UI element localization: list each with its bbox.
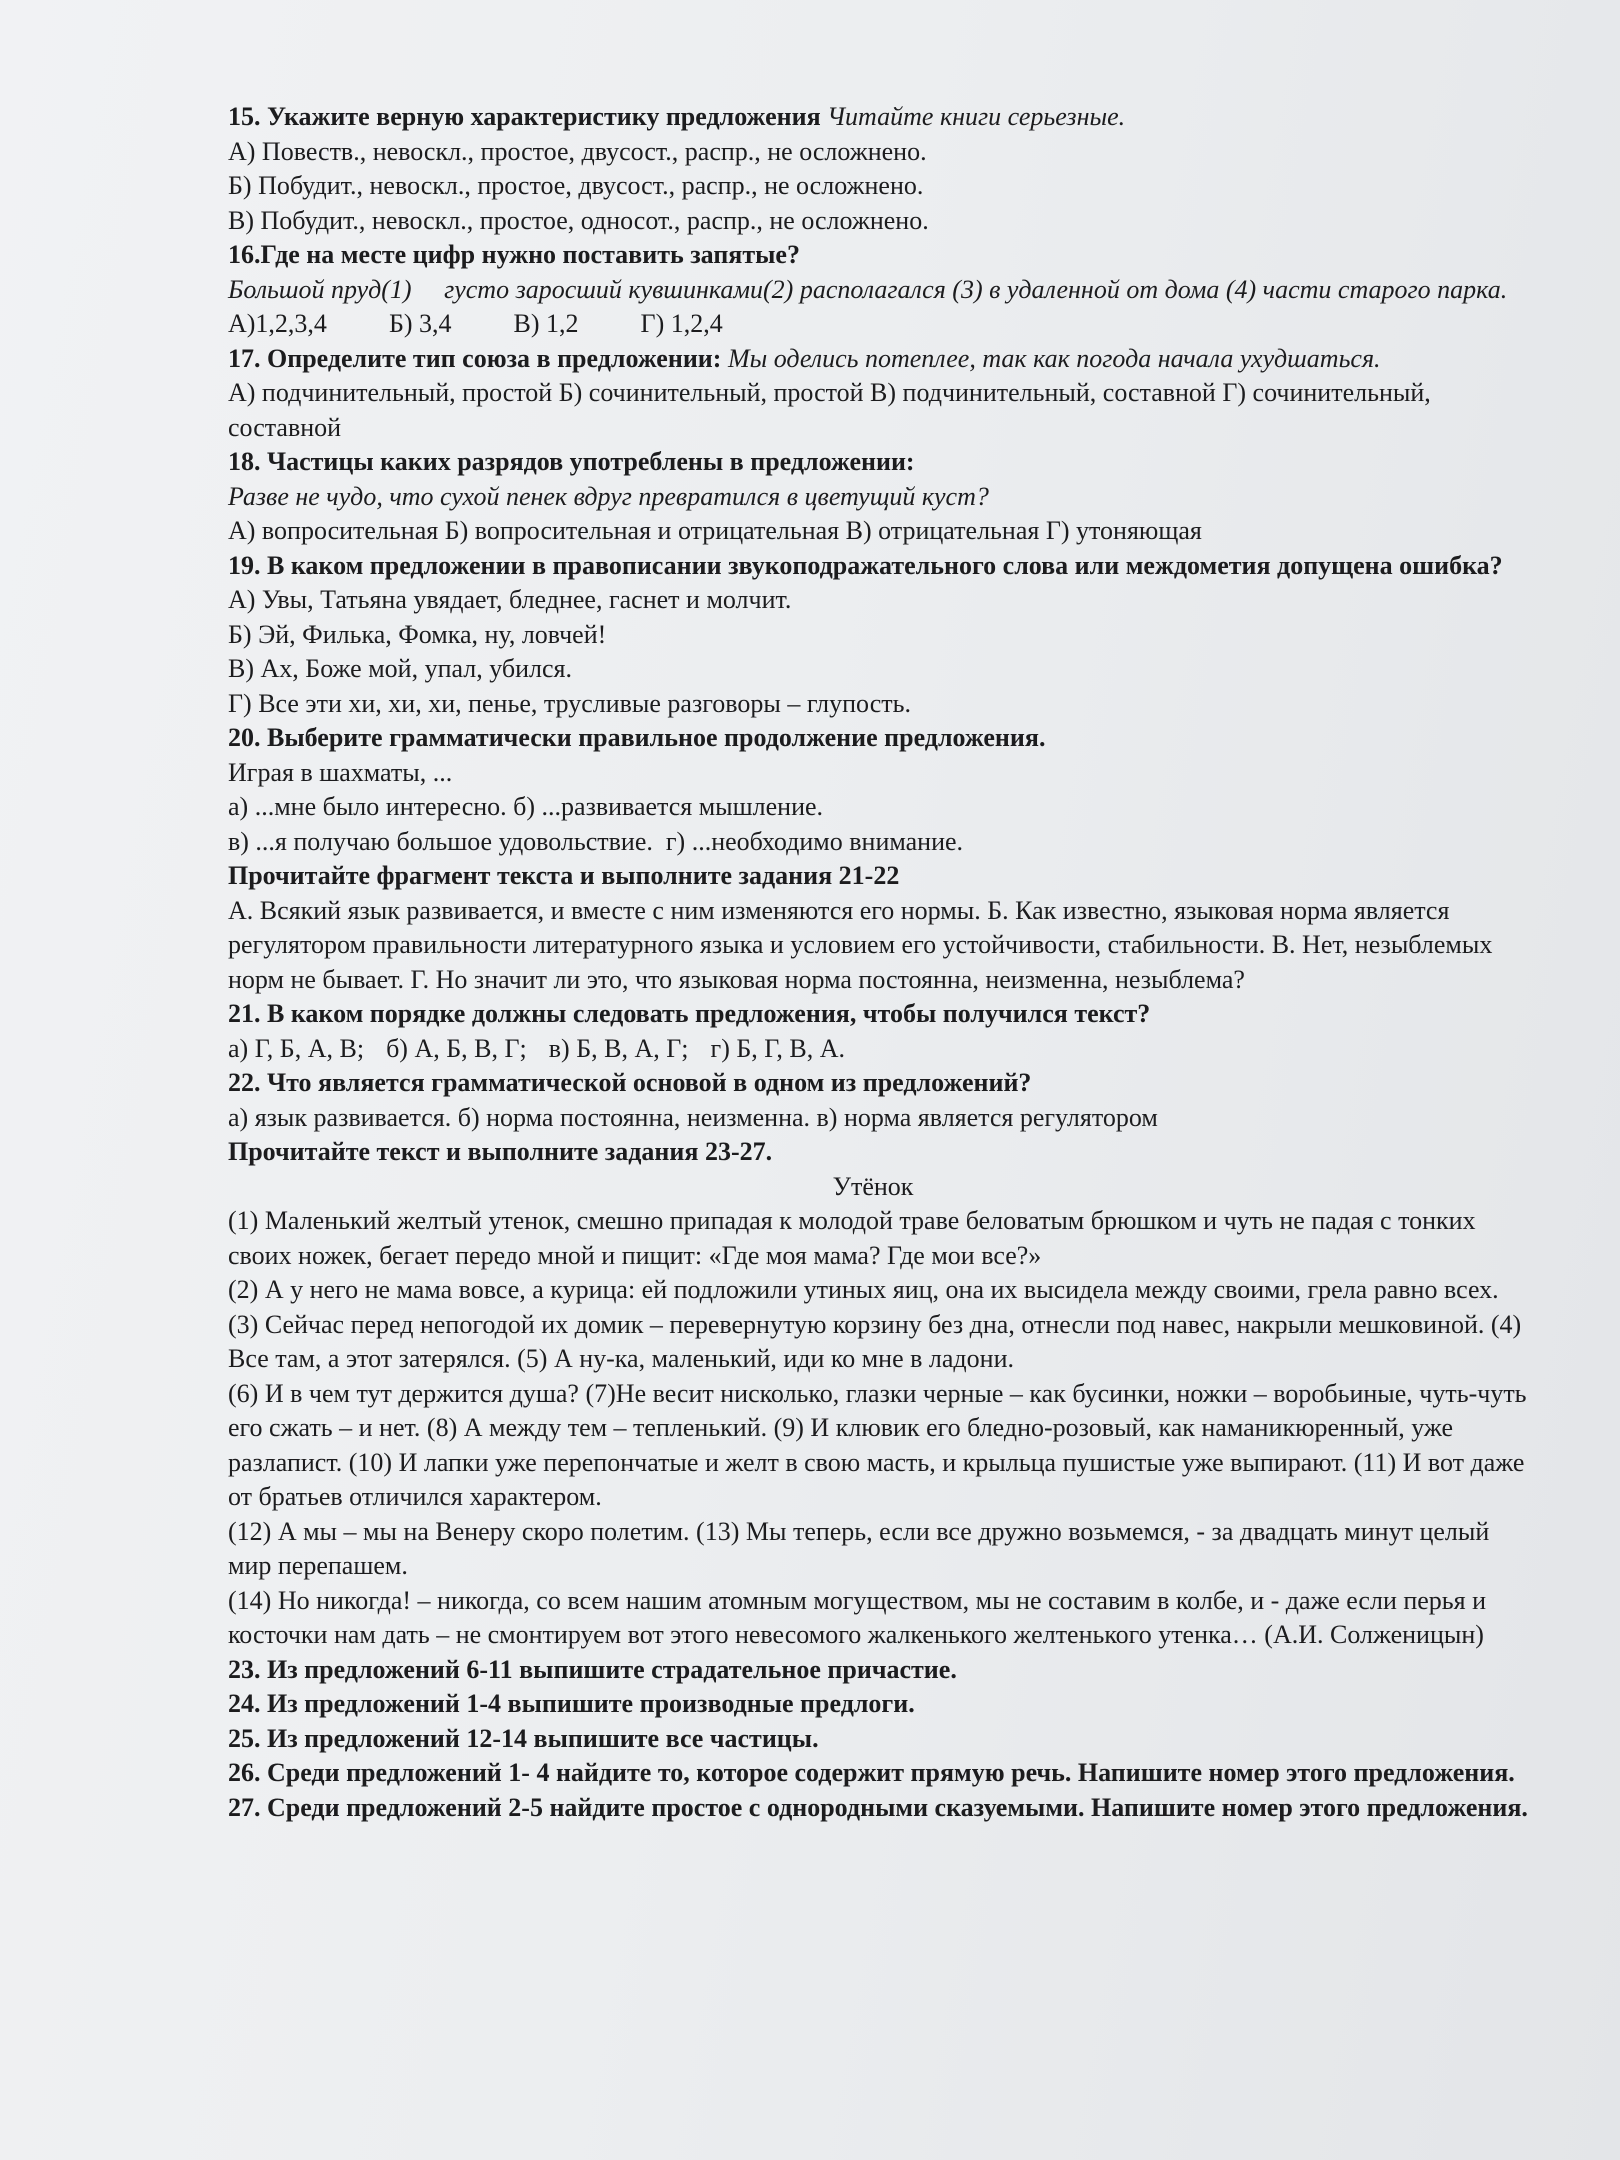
tasks-list — [228, 1653, 1528, 1826]
question-title: 21. В каком порядке должны следовать предложения, чтобы получился текст? — [228, 999, 1151, 1028]
option-a: А) Повеств., невоскл., простое, двусост., распр., не осложнено. — [228, 136, 927, 166]
question-sentence: Разве не чудо, что сухой пенек вдруг превратился в цветущий куст? — [228, 481, 989, 511]
question-22 — [228, 1066, 1528, 1135]
story-paragraph: (12) А мы – мы на Венеру скоро полетим. (13) Мы теперь, если все дружно возьмемся, - за двадцать минут целый мир перепашем. — [228, 1516, 1490, 1580]
answer-options: А) вопросительная Б) вопросительная и отрицательная В) отрицательная Г) утоняющая — [228, 516, 1202, 545]
story-title: Утёнок — [832, 1171, 914, 1201]
question-title: 22. Что является грамматической основой в одном из предложений? — [228, 1068, 1032, 1097]
option-a: А)1,2,3,4 — [228, 309, 327, 338]
text-task-title: Прочитайте текст и выполните задания 23-27. — [228, 1137, 773, 1166]
option-c: В) Ах, Боже мой, упал, убился. — [228, 654, 573, 683]
question-title: 16.Где на месте цифр нужно поставить запятые? — [228, 240, 800, 269]
option-b: Б) 3,4 — [388, 309, 452, 338]
task-26: 26. Среди предложений 1- 4 найдите то, которое содержит прямую речь. Напишите номер этого предложения. — [228, 1758, 1515, 1787]
question-title: 18. Частицы каких разрядов употреблены в предложении: — [228, 447, 915, 476]
task-27: 27. Среди предложений 2-5 найдите простое с однородными сказуемыми. Напишите номер этого предложения. — [228, 1792, 1528, 1822]
option-a: А) Увы, Татьяна увядает, бледнее, гаснет и молчит. — [228, 585, 792, 614]
story-paragraph: (2) А у него не мама вовсе, а курица: ей подложили утиных яиц, она их высидела между своими, грела равно всех. (3) Сейчас перед непогодой их домик – перевернутую корзину без дна, отнесли под навес, накрыли мешковиной. (4) Все там, а этот затерялся. (5) А ну-ка, маленький, иди ко мне в ладони. — [228, 1275, 1522, 1373]
question-16 — [228, 238, 1528, 342]
question-15 — [228, 100, 1528, 238]
option-d: г) Б, Г, В, А. — [710, 1033, 845, 1063]
question-title: 19. В каком предложении в правописании звукоподражательного слова или междометия допущена ошибка? — [228, 550, 1503, 580]
option-c: в) Б, В, А, Г; — [548, 1033, 689, 1063]
option-b: Б) Эй, Филька, Фомка, ну, ловчей! — [228, 619, 607, 649]
question-sentence: Мы оделись потеплее, так как погода начала ухудшаться. — [727, 343, 1381, 373]
question-20 — [228, 721, 1528, 859]
question-lead: Играя в шахматы, ... — [228, 757, 453, 787]
option-a: а) Г, Б, А, В; — [228, 1033, 365, 1063]
question-title: 15. Укажите верную характеристику предложения — [228, 102, 821, 131]
question-17 — [228, 342, 1528, 446]
answer-options: а) язык развивается. б) норма постоянна, неизменна. в) норма является регулятором — [228, 1102, 1158, 1132]
question-21 — [228, 997, 1528, 1066]
question-18 — [228, 445, 1528, 549]
story — [228, 1170, 1528, 1653]
answer-options: А) подчинительный, простой Б) сочинительный, простой В) подчинительный, составной Г) сочинительный, составной — [228, 378, 1431, 442]
test-content — [228, 100, 1528, 1825]
question-title: 20. Выберите грамматически правильное продолжение предложения. — [228, 723, 1046, 752]
option-d: Г) Все эти хи, хи, хи, пенье, трусливые разговоры – глупость. — [228, 688, 911, 718]
question-title: 17. Определите тип союза в предложении: — [228, 343, 722, 373]
option-b: Б) Побудит., невоскл., простое, двусост., распр., не осложнено. — [228, 171, 924, 200]
option-c: В) Побудит., невоскл., простое, односот., распр., не осложнено. — [228, 205, 929, 235]
answer-options — [228, 307, 1528, 342]
fragment-section — [228, 859, 1528, 997]
question-sentence: Большой пруд(1) густо заросший кувшинками(2) располагался (3) в удаленной от дома (4) части старого парка. — [228, 274, 1508, 304]
option-c: В) 1,2 — [513, 309, 579, 338]
options-line-2: в) ...я получаю большое удовольствие. г) ...необходимо внимание. — [228, 826, 964, 856]
fragment-text: А. Всякий язык развивается, и вместе с ним изменяются его нормы. Б. Как известно, языковая норма является регулятором правильности литературного языка и условием его устойчивости, стабильности. В. Нет, незыблемых норм не бывает. Г. Но значит ли это, что языковая норма постоянна, неизменна, незыблема? — [228, 895, 1493, 994]
story-paragraph: (1) Маленький желтый утенок, смешно припадая к молодой траве беловатым брюшком и чуть не падая с тонких своих ножек, бегает передо мной и пищит: «Где моя мама? Где мои все?» — [228, 1206, 1476, 1270]
options-line-1: а) ...мне было интересно. б) ...развивается мышление. — [228, 792, 824, 821]
option-b: б) А, Б, В, Г; — [386, 1033, 527, 1063]
task-24: 24. Из предложений 1-4 выпишите производные предлоги. — [228, 1689, 915, 1718]
task-25: 25. Из предложений 12-14 выпишите все частицы. — [228, 1723, 819, 1753]
question-19 — [228, 549, 1528, 722]
story-paragraph: (14) Но никогда! – никогда, со всем нашим атомным могуществом, мы не составим в колбе, и - даже если перья и косточки нам дать – не смонтируем вот этого невесомого жалкенького желтенького утенка… (А.И. Солженицын) — [228, 1585, 1487, 1649]
question-sentence: Читайте книги серьезные. — [827, 102, 1126, 131]
fragment-title: Прочитайте фрагмент текста и выполните задания 21-22 — [228, 861, 900, 890]
story-paragraph: (6) И в чем тут держится душа? (7)Не весит нисколько, глазки черные – как бусинки, ножки – воробьиные, чуть-чуть его сжать – и нет. (8) А между тем – тепленький. (9) И клювик его бледно-розовый, как наманикюренный, уже разлапист. (10) И лапки уже перепончатые и желт в свою масть, и крыльца пушистые уже выпирают. (11) И вот даже от братьев отличился характером. — [228, 1378, 1527, 1511]
option-d: Г) 1,2,4 — [640, 309, 723, 338]
answer-options — [228, 1032, 1528, 1067]
task-23: 23. Из предложений 6-11 выпишите страдательное причастие. — [228, 1654, 957, 1684]
